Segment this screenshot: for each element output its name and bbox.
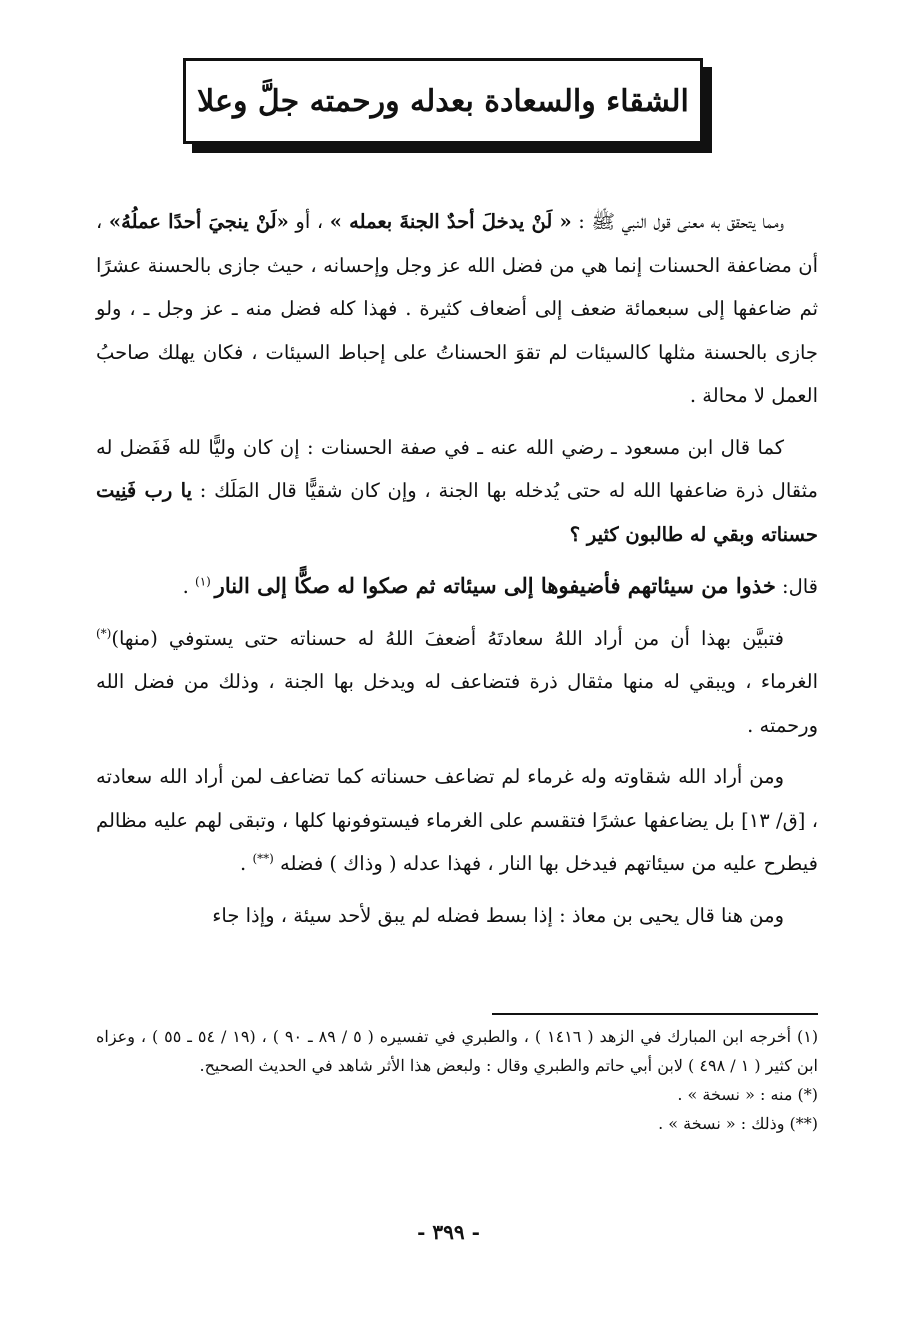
footnote-divider <box>492 1013 818 1015</box>
angel-quote: يا رب فَنِيت حسناته وبقي له طالبون كثير ؟ <box>96 479 818 546</box>
chapter-title-box <box>183 58 703 144</box>
page-number: - ٣٩٩ - <box>417 1220 480 1244</box>
text-run: ، أن مضاعفة الحسنات إنما هي من فضل الله عز وجل وإحسانه ، حيث جازى بالحسنة عشرًا ثم ضاعفها إلى سبعمائة ضعف إلى أضعاف كثيرة . فهذا كله فضل منه ـ عز وجل ـ ، ولو جازى بالحسنة مثلها كالسيئات لم تقوَ الحسناتُ على إحباط السيئات ، فكان يهلك صاحبُ العمل لا محالة . <box>96 210 818 407</box>
paragraph-6 <box>96 894 818 938</box>
text-run: . <box>182 575 196 598</box>
text-run: ومما يتحقق به معنى قول النبي ﷺ : <box>571 210 785 233</box>
command-quote: خذوا من سيئاتهم فأضيفوها إلى سيئاته ثم صكوا له صكًّا إلى النار <box>214 573 776 598</box>
footnote-marker-1: (١) <box>195 574 215 589</box>
paragraph-4 <box>96 617 818 748</box>
paragraph-5 <box>96 755 818 886</box>
paragraph-2 <box>96 426 818 557</box>
hadith-quote-1: « لَنْ يدخلَ أحدٌ الجنةَ بعمله » <box>329 210 572 233</box>
footnotes <box>96 1022 818 1138</box>
text-run: . <box>240 852 253 875</box>
text-run: ومن هنا قال يحيى بن معاذ : إذا بسط فضله لم يبق لأحد سيئة ، وإذا جاء <box>212 903 784 927</box>
text-run: ، أو <box>288 210 330 233</box>
paragraph-3 <box>96 564 818 609</box>
paragraph-1 <box>96 200 818 418</box>
text-run: قال: <box>775 575 818 598</box>
text-run: فتبيَّن بهذا أن من أراد اللهُ سعادتَهُ أضعفَ اللهُ له حسناته حتى يستوفي (منها) <box>111 626 784 650</box>
text-run: ومن أراد الله شقاوته وله غرماء لم تضاعف حسناته كما تضاعف لمن أراد الله سعادته ، [ق/ ١٣] بل يضاعفها عشرًا فتقسم على الغرماء فيستوفونها كلها ، وتبقى لهم عليه مظالم فيطرح عليه من سيئاتهم فيدخل بها النار ، فهذا عدله ( وذاك ) فضله <box>96 765 818 875</box>
hadith-quote-2: «لَنْ ينجيَ أحدًا عملُهُ» <box>108 210 289 233</box>
text-run: كما قال ابن مسعود ـ رضي الله عنه ـ في صفة الحسنات : إن كان وليًّا لله فَفَضل له مثقال ذرة ضاعفها الله له حتى يُدخله بها الجنة ، وإن كان شقيًّا قال المَلَك : <box>96 435 818 502</box>
footnote-double-star: (**) وذلك : « نسخة » . <box>658 1114 818 1133</box>
footnote-star: (*) منه : « نسخة » . <box>677 1085 818 1104</box>
footnote-marker-star: (*) <box>96 626 112 640</box>
main-text <box>96 200 818 937</box>
footnote-marker-double-star: (**) <box>252 851 274 866</box>
footnote-1: (١) أخرجه ابن المبارك في الزهد ( ١٤١٦ ) ، والطبري في تفسيره ( ٥ / ٨٩ ـ ٩٠ ) ، (١٩ / ٥٤ ـ ٥٥ ) ، وعزاه ابن كثير ( ١ / ٤٩٨ ) لابن أبي حاتم والطبري وقال : ولبعض هذا الأثر شاهد في الحديث الصحيح. <box>96 1027 819 1075</box>
text-run: الغرماء ، ويبقي له منها مثقال ذرة فتضاعف له ويدخل بها الجنة ، وذلك من فضل الله ورحمته . <box>96 670 818 737</box>
chapter-title: الشقاء والسعادة بعدله ورحمته جلَّ وعلا <box>197 83 689 119</box>
